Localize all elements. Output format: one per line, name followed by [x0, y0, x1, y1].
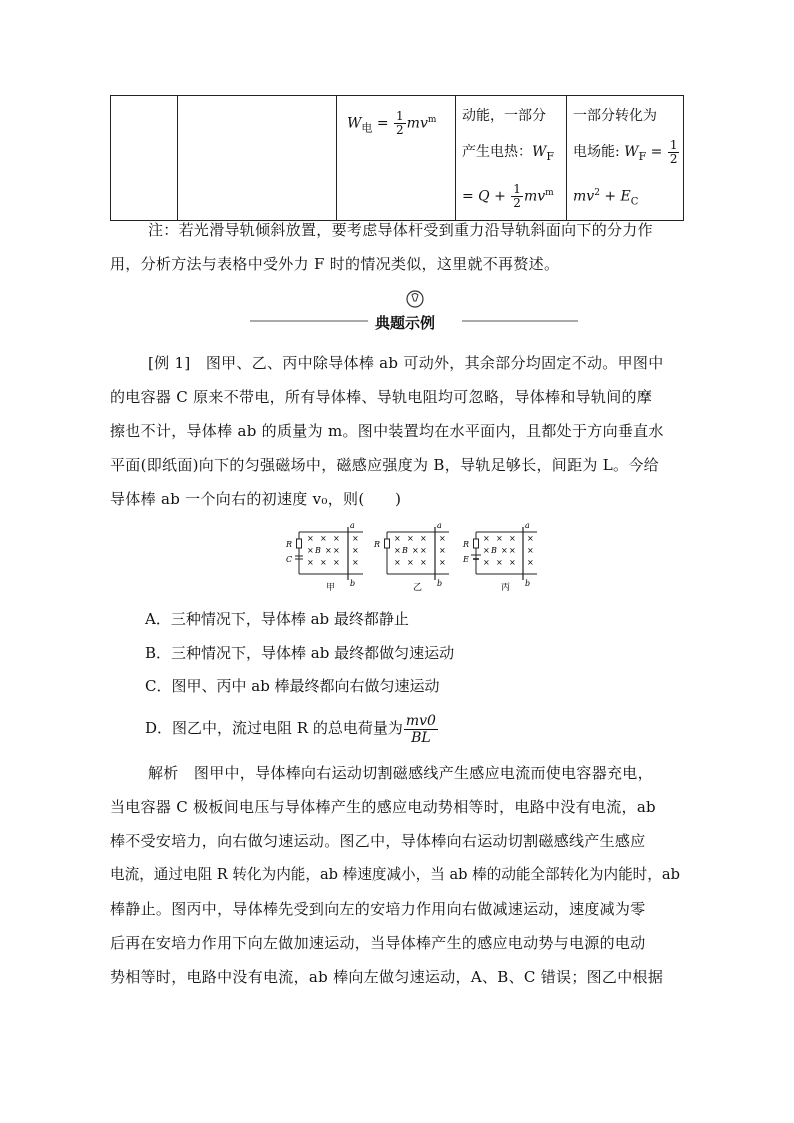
svg-text:甲: 甲	[326, 583, 336, 593]
note-line-2: 用，分析方法与表格中受外力 F 时的情况类似，这里就不再赘述。	[110, 255, 560, 273]
field-cross-mark: ×	[352, 546, 359, 555]
field-cross-mark: ×	[352, 558, 359, 567]
field-cross-mark: ×	[394, 546, 401, 555]
comparison-table-fragment	[110, 95, 684, 221]
field-cross-mark: ×	[307, 546, 314, 555]
field-cross-mark: ×	[394, 534, 401, 543]
svg-text:a: a	[525, 522, 530, 530]
circuit-bing	[462, 522, 537, 593]
table-cell-empty-1	[111, 96, 178, 221]
option-d-fraction: $\frac{mv0}{BL}$	[405, 712, 436, 746]
field-cross-mark: ×	[333, 558, 340, 567]
svg-text:b: b	[350, 579, 356, 588]
field-cross-mark: ×	[320, 558, 327, 567]
field-cross-mark: ×	[509, 546, 516, 555]
section-title: 典题示例	[375, 314, 436, 332]
table-cell-empty-2	[178, 96, 337, 221]
field-cross-mark: ×	[420, 534, 427, 543]
field-label-b: B	[491, 546, 497, 555]
field-cross-mark: ×	[496, 558, 503, 567]
svg-text:a: a	[350, 522, 355, 530]
resistor-r	[297, 539, 302, 548]
circuit-jia	[285, 522, 363, 593]
option-a: A．三种情况下，导体棒 ab 最终都静止	[145, 610, 409, 628]
fraction-half: $\frac{1}{2}$	[513, 181, 521, 210]
field-cross-mark: ×	[439, 546, 446, 555]
field-cross-mark: ×	[483, 558, 490, 567]
field-cross-mark: ×	[394, 558, 401, 567]
field-cross-mark: ×	[407, 558, 414, 567]
solution-line-7: 势相等时，电路中没有电流，ab 棒向左做匀速运动，A、B、C 错误；图乙中根据	[110, 968, 664, 986]
field-cross-mark: ×	[407, 534, 414, 543]
example-line-3: 擦也不计，导体棒 ab 的质量为 m。图中装置均在水平面内，且都处于方向垂直水	[110, 422, 664, 440]
svg-text:丙: 丙	[501, 583, 511, 593]
table-cell-kinetic-heat: 动能，一部分 产生电热：$W_F$ = Q + $\frac{1}{2}$ $mv^m$	[456, 96, 567, 221]
svg-text:R: R	[286, 540, 293, 549]
field-label-b: B	[402, 546, 408, 555]
table-cell-electric-field-energy: 一部分转化为 电场能: $W_F$ = $\frac{1}{2}$ $mv^2 + E_C$	[567, 96, 684, 221]
circuit-figure	[285, 522, 545, 594]
solution-line-5: 棒静止。图丙中，导体棒先受到向左的安培力作用向右做减速运动，速度减为零	[110, 900, 646, 918]
option-d: D．图乙中，流过电阻 R 的总电荷量为 $\frac{mv0}{BL}$	[145, 712, 436, 746]
example-line-4: 平面(即纸面)向下的匀强磁场中，磁感应强度为 B，导轨足够长，间距为 L。今给	[110, 456, 659, 474]
field-cross-mark: ×	[333, 534, 340, 543]
solution-line-3: 棒不受安培力，向右做匀速运动。图乙中，导体棒向右运动切割磁感线产生感应	[110, 832, 646, 850]
resistor-r	[474, 539, 479, 548]
field-cross-mark: ×	[496, 534, 503, 543]
example-line-5: 导体棒 ab 一个向右的初速度 v₀，则( )	[110, 490, 402, 508]
svg-text:b: b	[437, 579, 443, 588]
svg-text:a: a	[437, 522, 442, 530]
field-cross-mark: ×	[527, 546, 534, 555]
svg-text:乙: 乙	[413, 583, 423, 593]
solution-line-2: 当电容器 C 极板间电压与导体棒产生的感应电动势相等时，电路中没有电流，ab	[110, 798, 656, 816]
field-cross-mark: ×	[483, 546, 490, 555]
note-line-1: 注：若光滑导轨倾斜放置，要考虑导体杆受到重力沿导轨斜面向下的分力作	[148, 221, 653, 239]
svg-text:E: E	[463, 555, 469, 564]
svg-text:R: R	[374, 540, 381, 549]
field-cross-mark: ×	[352, 534, 359, 543]
fraction-half: $\frac{1}{2}$	[669, 137, 678, 166]
option-c: C．图甲、丙中 ab 棒最终都向右做匀速运动	[145, 677, 440, 695]
field-cross-mark: ×	[420, 558, 427, 567]
solution-line-1: 解析 图甲中，导体棒向右运动切割磁感线产生感应电流而使电容器充电，	[148, 764, 653, 782]
field-cross-mark: ×	[527, 534, 534, 543]
field-cross-mark: ×	[509, 558, 516, 567]
field-cross-mark: ×	[420, 546, 427, 555]
svg-text:C: C	[286, 555, 293, 564]
resistor-r	[385, 539, 390, 548]
field-cross-mark: ×	[307, 558, 314, 567]
table-cell-energy-electric: $W_电$ = $\frac{1}{2}$ $mv^m$	[337, 96, 456, 221]
field-label-b: B	[315, 546, 321, 555]
field-cross-mark: ×	[412, 546, 419, 555]
svg-text:R: R	[463, 540, 470, 549]
option-b: B．三种情况下，导体棒 ab 最终都做匀速运动	[145, 644, 455, 662]
field-cross-mark: ×	[483, 534, 490, 543]
field-cross-mark: ×	[325, 546, 332, 555]
table-row	[111, 96, 684, 221]
svg-text:b: b	[525, 579, 531, 588]
fraction-half: $\frac{1}{2}$	[396, 109, 404, 138]
field-cross-mark: ×	[527, 558, 534, 567]
circuit-yi	[373, 522, 449, 593]
field-cross-mark: ×	[439, 558, 446, 567]
field-cross-mark: ×	[320, 534, 327, 543]
field-cross-mark: ×	[509, 534, 516, 543]
field-cross-mark: ×	[307, 534, 314, 543]
field-cross-mark: ×	[439, 534, 446, 543]
solution-line-4: 电流，通过电阻 R 转化为内能，ab 棒速度减小，当 ab 棒的动能全部转化为内能时，ab	[110, 866, 680, 883]
field-cross-mark: ×	[501, 546, 508, 555]
solution-line-6: 后再在安培力作用下向左做加速运动，当导体棒产生的感应电动势与电源的电动	[110, 934, 646, 952]
example-line-1: [例 1] 图甲、乙、丙中除导体棒 ab 可动外，其余部分均固定不动。甲图中	[148, 354, 664, 372]
field-cross-mark: ×	[333, 546, 340, 555]
example-line-2: 的电容器 C 原来不带电，所有导体棒、导轨电阻均可忽略，导体棒和导轨间的摩	[110, 388, 653, 406]
